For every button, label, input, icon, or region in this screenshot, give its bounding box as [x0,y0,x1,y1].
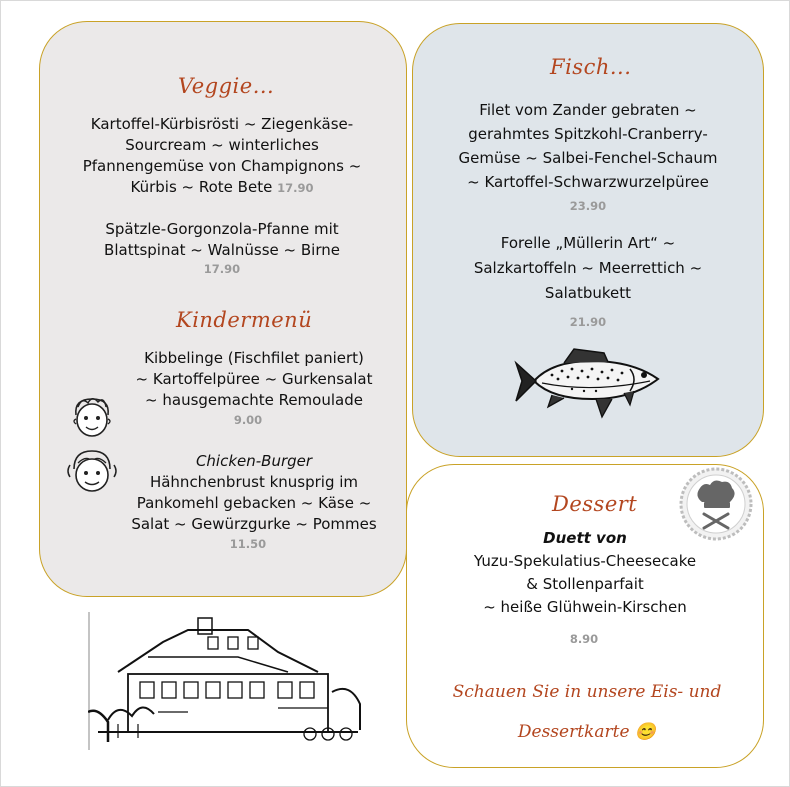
dish-line: ~ Kartoffel-Schwarzwurzelpüree [467,173,709,191]
dessert-note-line-1: Schauen Sie in unsere Eis- und [452,682,722,702]
dish-line: Salzkartoffeln ~ Meerrettich ~ [473,259,703,277]
dish-line: & Stollenparfait [526,575,644,593]
trout-icon [512,347,662,419]
dish-line: Hähnchenbrust knusprig im [149,473,359,491]
dish-name: Chicken-Burger [195,452,313,470]
dish-line: Blattspinat ~ Walnüsse ~ Birne [104,241,340,259]
kinder-dish-1 [120,348,388,411]
dish-line: Pankomehl gebacken ~ Käse ~ [136,494,372,512]
fisch-heading: Fisch... [550,55,632,79]
price: 11.50 [229,537,267,551]
dish-line: Salatbukett [544,284,632,302]
dish-line: Gemüse ~ Salbei-Fenchel-Schaum [458,149,718,167]
price: 17.90 [277,181,314,195]
veggie-heading: Veggie... [178,74,275,98]
dish-line: Yuzu-Spekulatius-Cheesecake [473,552,697,570]
dish-line: Salat ~ Gewürzgurke ~ Pommes [131,515,377,533]
price: 17.90 [203,262,241,276]
dish-line: ~ hausgemachte Remoulade [145,391,363,409]
dish-line [42,177,402,199]
dish-line: Kibbelinge (Fischfilet paniert) [144,349,364,367]
dish-line: ~ heiße Glühwein-Kirschen [483,598,687,616]
dish-line: Spätzle-Gorgonzola-Pfanne mit [105,220,339,238]
price: 21.90 [569,315,607,329]
girl-face-icon [64,447,120,499]
price: 23.90 [569,199,607,213]
price: 9.00 [233,413,263,427]
dish-line: gerahmtes Spitzkohl-Cranberry- [468,125,708,143]
restaurant-building-sketch [88,612,368,752]
dish-line: Filet vom Zander gebraten ~ [479,101,697,119]
dessert-dish [410,528,760,618]
dish-line: Sourcream ~ winterliches [125,136,319,154]
boy-face-icon [68,393,118,443]
dessert-note-line-2 [412,722,762,742]
dessert-heading: Dessert [552,492,638,516]
dish-line: Kartoffel-Kürbisrösti ~ Ziegenkäse- [90,115,354,133]
fisch-dish-1 [418,100,758,193]
dish-line: Pfannengemüse von Champignons ~ [82,157,362,175]
fisch-dish-2 [418,233,758,304]
dish-line: Forelle „Müllerin Art“ ~ [500,234,676,252]
smiley-icon: 😊 [634,722,657,742]
veggie-dish-2 [42,219,402,261]
dish-name: Duett von [543,529,627,547]
kinder-dish-2 [110,451,398,535]
veggie-dish-1 [42,114,402,199]
dish-line-text: Kürbis ~ Rote Bete [130,178,273,196]
dish-line: ~ Kartoffelpüree ~ Gurkensalat [135,370,373,388]
price: 8.90 [569,632,599,646]
kinder-heading: Kindermenü [176,308,313,332]
dessert-note-text: Dessertkarte [517,722,630,742]
